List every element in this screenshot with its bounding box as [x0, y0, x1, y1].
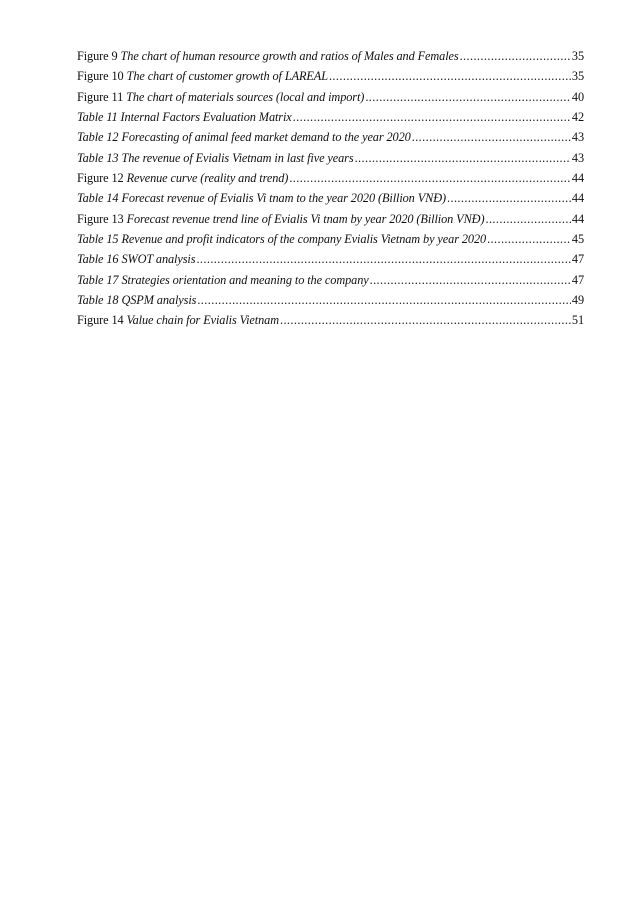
entry-title: Forecasting of animal feed market demand to the year 2020	[121, 130, 411, 145]
entry-title: The chart of materials sources (local and import)	[126, 89, 365, 104]
entry-label: Table 11	[77, 110, 118, 125]
dot-leader	[447, 188, 571, 208]
toc-entry[interactable]	[77, 168, 584, 188]
toc-entry[interactable]	[77, 107, 584, 127]
entry-page-number: 42	[571, 110, 584, 125]
entry-page-number: 51	[571, 313, 584, 328]
entry-label: Table 15	[77, 232, 119, 247]
entry-label: Table 18	[77, 293, 119, 308]
entry-title: Forecast revenue of Evialis Vi tnam to the year 2020 (Billion VNĐ)	[121, 191, 446, 206]
toc-entry[interactable]	[77, 188, 584, 208]
entry-label: Figure 11	[77, 89, 124, 104]
entry-label: Table 16	[77, 252, 119, 267]
toc-entry[interactable]	[77, 290, 584, 310]
entry-title: Revenue and profit indicators of the company Evialis Vietnam by year 2020	[121, 232, 487, 247]
dot-leader	[196, 249, 570, 269]
dot-leader	[293, 107, 571, 127]
entry-title: Strategies orientation and meaning to the company	[121, 272, 369, 287]
dot-leader	[487, 229, 571, 249]
entry-label: Figure 14	[77, 313, 124, 328]
dot-leader	[280, 310, 571, 330]
entry-label: Table 12	[77, 130, 119, 145]
toc-entry[interactable]	[77, 46, 584, 66]
entry-page-number: 44	[571, 211, 584, 226]
entry-page-number: 47	[571, 252, 584, 267]
toc-entry[interactable]	[77, 310, 584, 330]
entry-page-number: 43	[571, 130, 584, 145]
entry-page-number: 44	[571, 191, 584, 206]
entry-title: Internal Factors Evaluation Matrix	[120, 110, 292, 125]
entry-title: The revenue of Evialis Vietnam in last five years	[121, 150, 354, 165]
toc-entry[interactable]	[77, 270, 584, 290]
dot-leader	[329, 66, 571, 86]
dot-leader	[412, 127, 571, 147]
toc-entry[interactable]	[77, 87, 584, 107]
dot-leader	[289, 168, 571, 188]
dot-leader	[370, 270, 571, 290]
entry-page-number: 43	[571, 150, 584, 165]
toc-entry[interactable]	[77, 249, 584, 269]
entry-page-number: 45	[571, 232, 584, 247]
toc-entry[interactable]	[77, 127, 584, 147]
entry-label: Figure 12	[77, 171, 124, 186]
toc-entry[interactable]	[77, 209, 584, 229]
toc-entry[interactable]	[77, 66, 584, 86]
entry-page-number: 47	[571, 272, 584, 287]
entry-title: Revenue curve (reality and trend)	[126, 171, 289, 186]
dot-leader	[460, 46, 571, 66]
entry-label: Table 14	[77, 191, 119, 206]
toc-entry[interactable]	[77, 229, 584, 249]
dot-leader	[485, 209, 570, 229]
toc-entry[interactable]	[77, 148, 584, 168]
dot-leader	[365, 87, 571, 107]
list-of-figures-and-tables	[77, 46, 584, 331]
entry-label: Figure 13	[77, 211, 124, 226]
entry-title: QSPM analysis	[121, 293, 197, 308]
entry-title: The chart of customer growth of LAREAL	[126, 69, 328, 84]
entry-page-number: 49	[571, 293, 584, 308]
entry-page-number: 44	[571, 171, 584, 186]
entry-label: Figure 10	[77, 69, 124, 84]
entry-label: Table 13	[77, 150, 119, 165]
entry-title: The chart of human resource growth and ratios of Males and Females	[120, 49, 459, 63]
dot-leader	[197, 290, 571, 310]
entry-title: SWOT analysis	[121, 252, 196, 267]
entry-label: Table 17	[77, 272, 119, 287]
entry-label: Figure 9	[77, 49, 118, 63]
entry-page-number: 40	[571, 89, 584, 104]
entry-page-number: 35	[571, 49, 584, 63]
entry-title: Forecast revenue trend line of Evialis Vi tnam by year 2020 (Billion VNĐ)	[126, 211, 485, 226]
entry-page-number: 35	[571, 69, 584, 84]
entry-title: Value chain for Evialis Vietnam	[126, 313, 279, 328]
dot-leader	[355, 148, 571, 168]
